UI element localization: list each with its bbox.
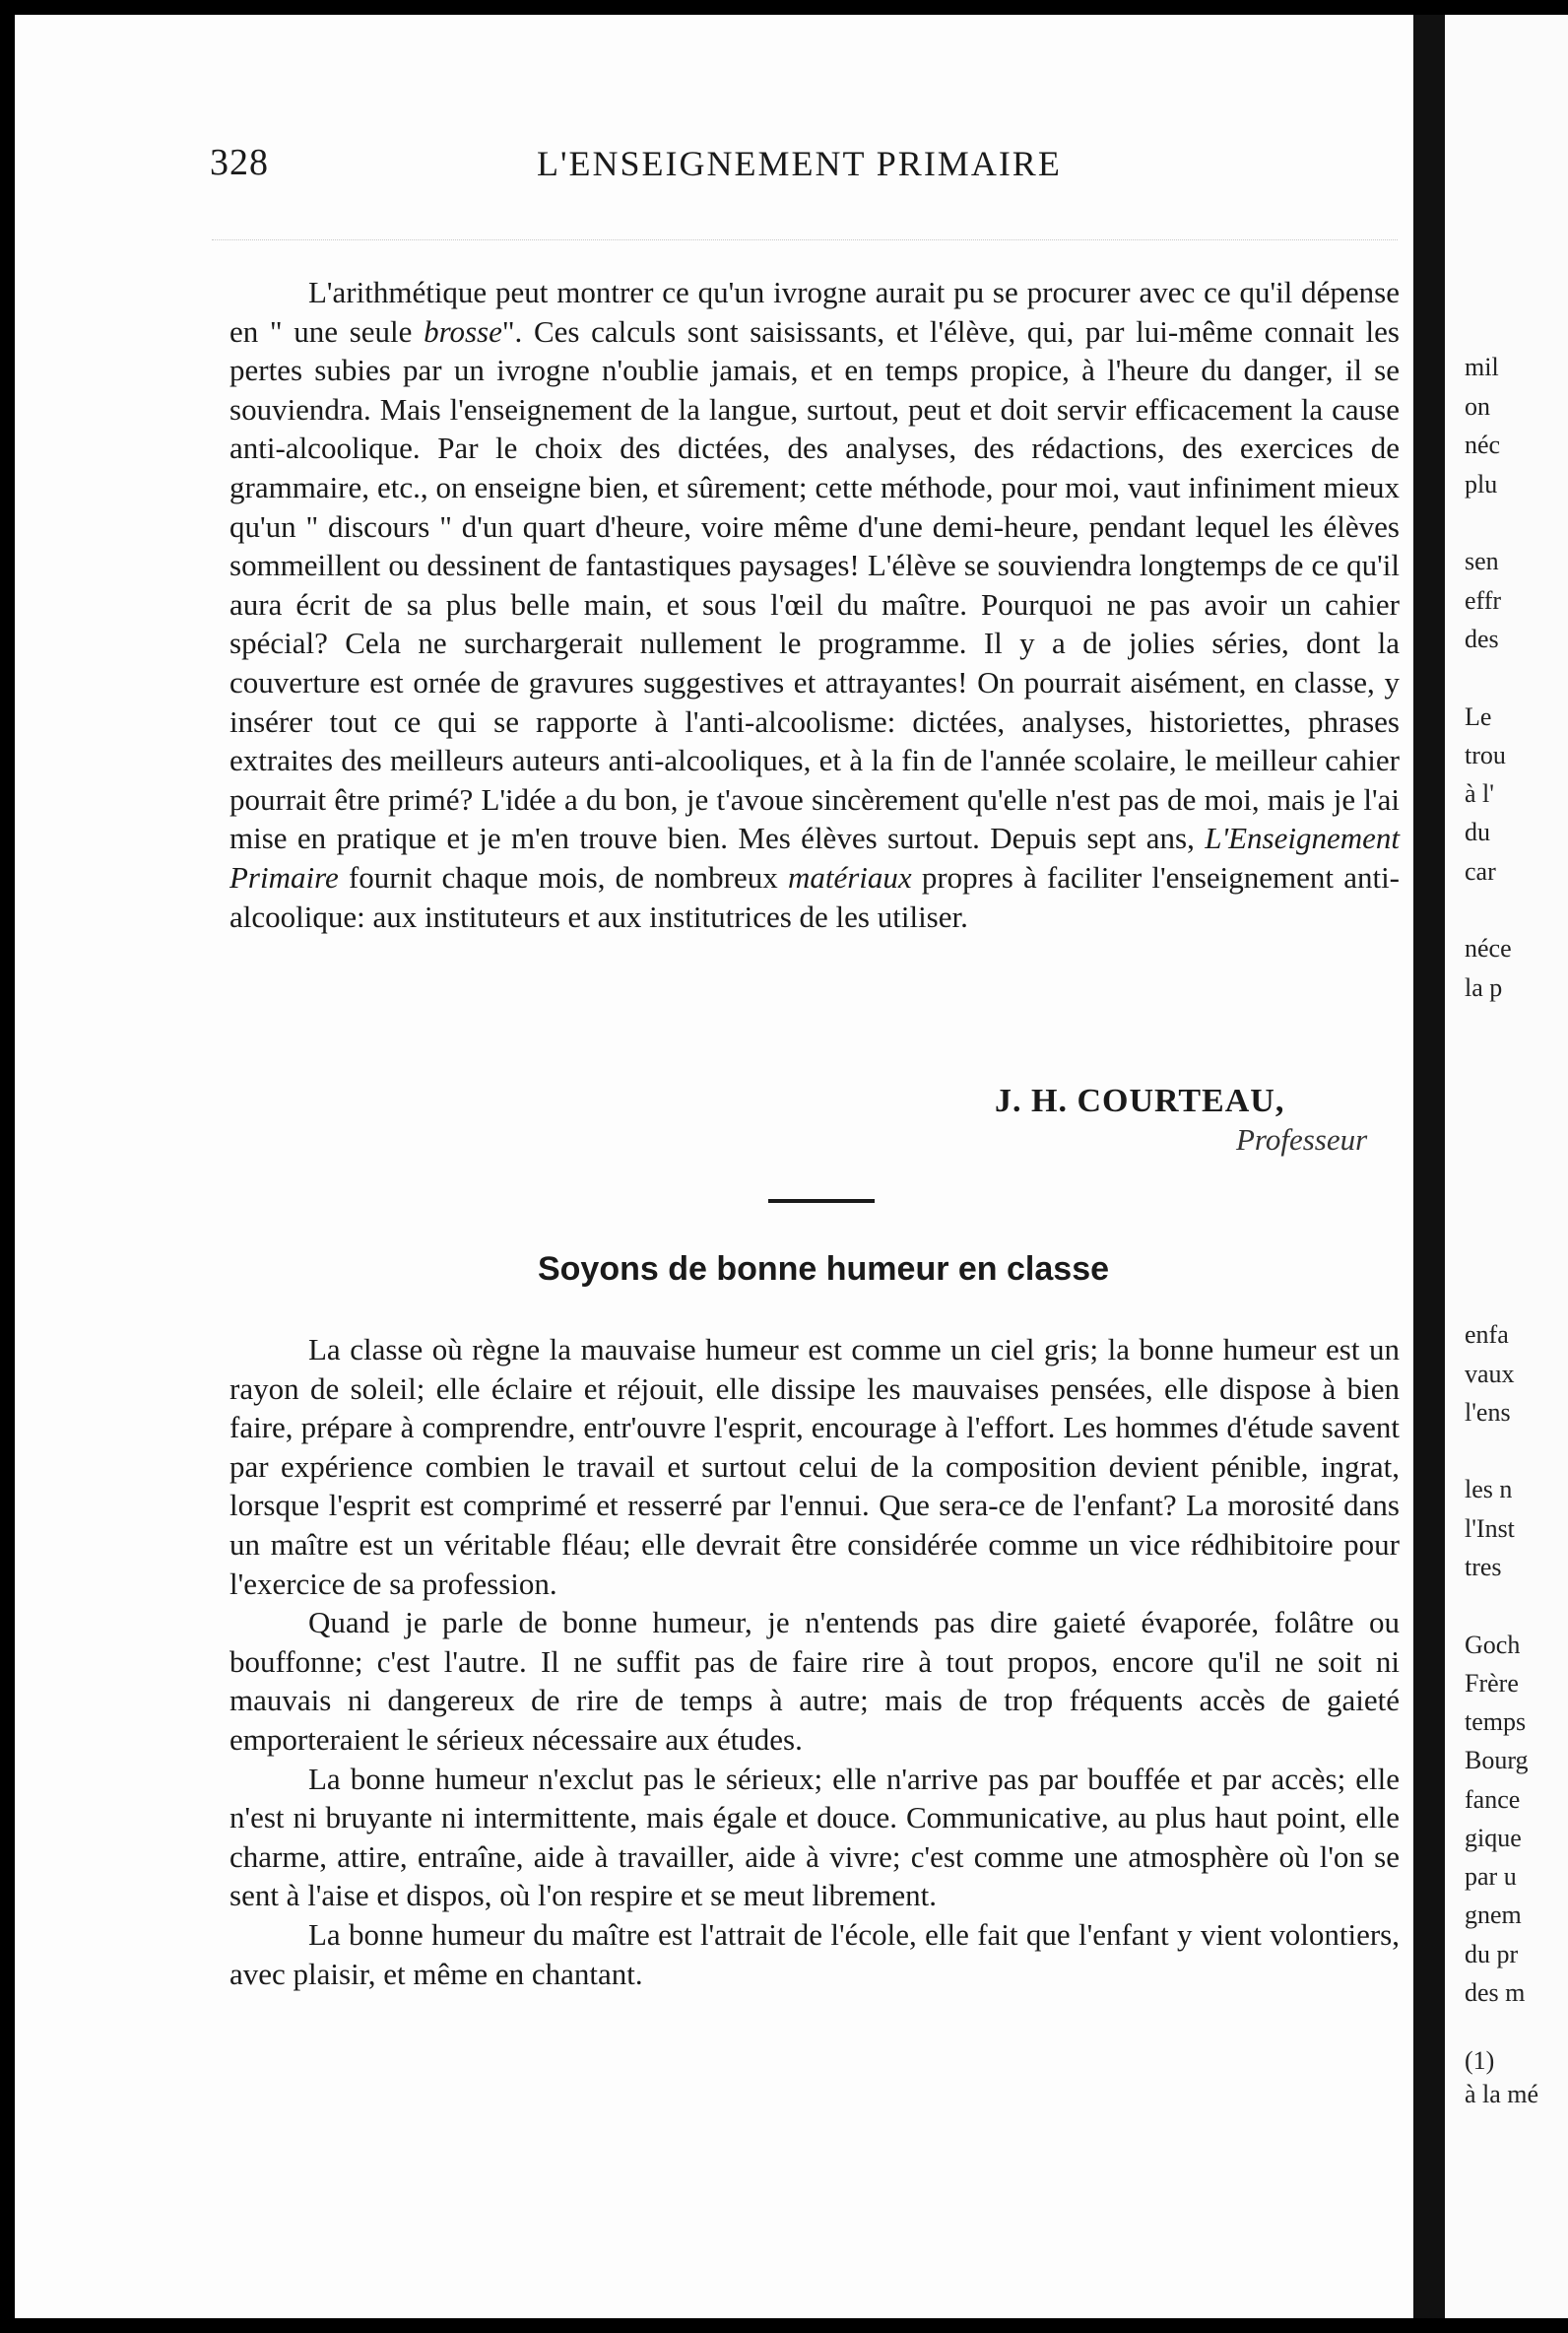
facing-page-fragment: vaux bbox=[1465, 1360, 1515, 1388]
author-title: Professeur bbox=[1236, 1122, 1368, 1157]
facing-page-fragment: temps bbox=[1465, 1707, 1527, 1736]
header-rule bbox=[212, 239, 1398, 240]
running-head: L'ENSEIGNEMENT PRIMAIRE bbox=[537, 144, 1062, 183]
article-2-paragraph: La classe où règne la mauvaise humeur est comme un ciel gris; la bonne humeur est un rayon de soleil; elle éclaire et réjouit, elle dissipe les mauvaises pensées, elle dispose à bien faire, prépare à comprendre, entr'ouvre l'esprit, encourage à l'effort. Les hommes d'étude savent par expérience combien le travail et surtout celui de la composition devient pénible, ingrat, lorsque l'esprit est comprimé et resserré par l'ennui. Que sera-ce de l'enfant? La morosité dans un maître est un véritable fléau; elle devrait être considérée comme un vice rédhibitoire pour l'exercice de sa profession. bbox=[229, 1332, 1400, 1601]
facing-page-fragment: l'Inst bbox=[1465, 1514, 1515, 1543]
text-run: L'arithmétique peut montrer ce qu'un ivrogne aurait pu se procurer avec ce qu'il dépense en " une seule bbox=[229, 275, 1400, 349]
article-2-body bbox=[229, 1330, 1400, 1993]
facing-page-fragment: à l' bbox=[1465, 779, 1494, 808]
facing-page-fragment: fance bbox=[1465, 1785, 1521, 1814]
article-1-body bbox=[229, 273, 1400, 936]
facing-page-fragment: plu bbox=[1465, 470, 1498, 499]
book-gutter bbox=[1413, 15, 1445, 2318]
facing-page-fragment: Le bbox=[1465, 702, 1492, 731]
facing-page-fragment: gique bbox=[1465, 1824, 1522, 1852]
facing-page-fragment: les n bbox=[1465, 1475, 1513, 1503]
facing-page-fragment: car bbox=[1465, 857, 1496, 886]
book-page bbox=[15, 15, 1413, 2318]
facing-page-fragment: Frère bbox=[1465, 1669, 1519, 1698]
article-2-title: Soyons de bonne humeur en classe bbox=[537, 1250, 1110, 1288]
facing-page-fragment: la p bbox=[1465, 973, 1503, 1002]
article-2-paragraph: La bonne humeur du maître est l'attrait de l'école, elle fait que l'enfant y vient volontiers, avec plaisir, et même en chantant. bbox=[229, 1916, 1400, 1991]
article-2-paragraph: La bonne humeur n'exclut pas le sérieux; elle n'arrive pas par bouffée et par accès; elle n'est ni bruyante ni intermittente, mais égale et douce. Communicative, au plus haut point, elle charme, attire, entraîne, aide à travailler, aide à vivre; c'est comme une atmosphère où l'on se sent à l'aise et dispos, où l'on respire et se meut librement. bbox=[229, 1761, 1400, 1913]
facing-page-fragment: Goch bbox=[1465, 1631, 1521, 1659]
text-run: fournit chaque mois, de nombreux bbox=[348, 859, 778, 895]
article-1-paragraph bbox=[229, 273, 1400, 936]
facing-page-fragment: mil bbox=[1465, 353, 1499, 381]
facing-page-footnote: à la mé bbox=[1465, 2080, 1539, 2108]
facing-page-fragment: du bbox=[1465, 818, 1490, 846]
facing-page-fragment: l'ens bbox=[1465, 1398, 1511, 1427]
facing-page-fragment: tres bbox=[1465, 1553, 1502, 1581]
facing-page-fragment: trou bbox=[1465, 741, 1506, 769]
facing-page-fragment: des m bbox=[1465, 1978, 1526, 2007]
facing-page-fragment: gnem bbox=[1465, 1900, 1522, 1929]
facing-page-fragment: enfa bbox=[1465, 1320, 1509, 1349]
article-2-paragraph: Quand je parle de bonne humeur, je n'entends pas dire gaieté évaporée, folâtre ou bouffonne; c'est l'autre. Il ne suffit pas de faire rire à tout propos, encore qu'il ne soit ni mauvais ni dangereux de rire de temps à autre; mais de trop fréquents accès de gaieté emporteraient le sérieux nécessaire aux études. bbox=[229, 1605, 1400, 1757]
page-header bbox=[210, 141, 1096, 200]
page-number: 328 bbox=[210, 142, 269, 183]
facing-page-fragment: des bbox=[1465, 625, 1499, 653]
facing-page-fragment: sen bbox=[1465, 547, 1499, 575]
section-divider bbox=[768, 1199, 875, 1203]
emphasis-text: matériaux bbox=[787, 859, 912, 895]
text-run: propres à faciliter l'enseignement anti-alcoolique: aux instituteurs et aux institutrices de les utiliser. bbox=[229, 859, 1401, 934]
facing-page-fragment: on bbox=[1465, 392, 1490, 421]
facing-page-fragment: du pr bbox=[1465, 1940, 1519, 1968]
facing-page-fragment: néce bbox=[1465, 934, 1512, 963]
facing-page-fragment: par u bbox=[1465, 1862, 1517, 1891]
facing-page-fragment: effr bbox=[1465, 586, 1502, 615]
text-run: ". Ces calculs sont saisissants, et l'élève, qui, par lui-même connait les pertes subies par un ivrogne n'oublie jamais, et en temps propice, à l'heure du danger, il se souviendra. Mais l'enseignement de la langue, surtout, peut et doit servir efficacement la cause anti-alcoolique. Par le choix des dictées, des analyses, des rédactions, des exercices de grammaire, etc., on enseigne bien, et sûrement; cette méthode, pour moi, vaut infiniment mieux qu'un " discours " d'un quart d'heure, voire même d'une demi-heure, pendant lequel les élèves sommeillent ou dessinent de fantastiques paysages! L'élève se souviendra longtemps de ce qu'il aura écrit de sa plus belle main, et sous l'œil du maître. Pourquoi ne pas avoir un cahier spécial? Cela ne surchargerait nullement le programme. Il y a de jolies séries, dont la couverture est ornée de gravures suggestives et attrayantes! On pourrait aisément, en classe, y insérer tout ce qui se rapporte à l'anti-alcoolisme: dictées, analyses, historiettes, phrases extraites des meilleurs auteurs anti-alcooliques, et à la fin de l'année scolaire, le meilleur cahier pourrait être primé? L'idée a du bon, je t'avoue sincèrement qu'elle n'est pas de moi, mais je l'ai mise en pratique et je m'en trouve bien. Mes élèves surtout. Depuis sept ans, bbox=[229, 313, 1400, 856]
author-signature: J. H. COURTEAU, bbox=[995, 1083, 1285, 1119]
emphasis-text: brosse bbox=[424, 313, 502, 349]
facing-page-edge bbox=[1445, 15, 1568, 2318]
facing-page-footnote: (1) bbox=[1465, 2046, 1495, 2075]
facing-page-fragment: Bourg bbox=[1465, 1746, 1529, 1774]
facing-page-fragment: néc bbox=[1465, 431, 1501, 459]
journal-title-emphasis: L'Enseignement Primaire bbox=[229, 821, 1401, 895]
